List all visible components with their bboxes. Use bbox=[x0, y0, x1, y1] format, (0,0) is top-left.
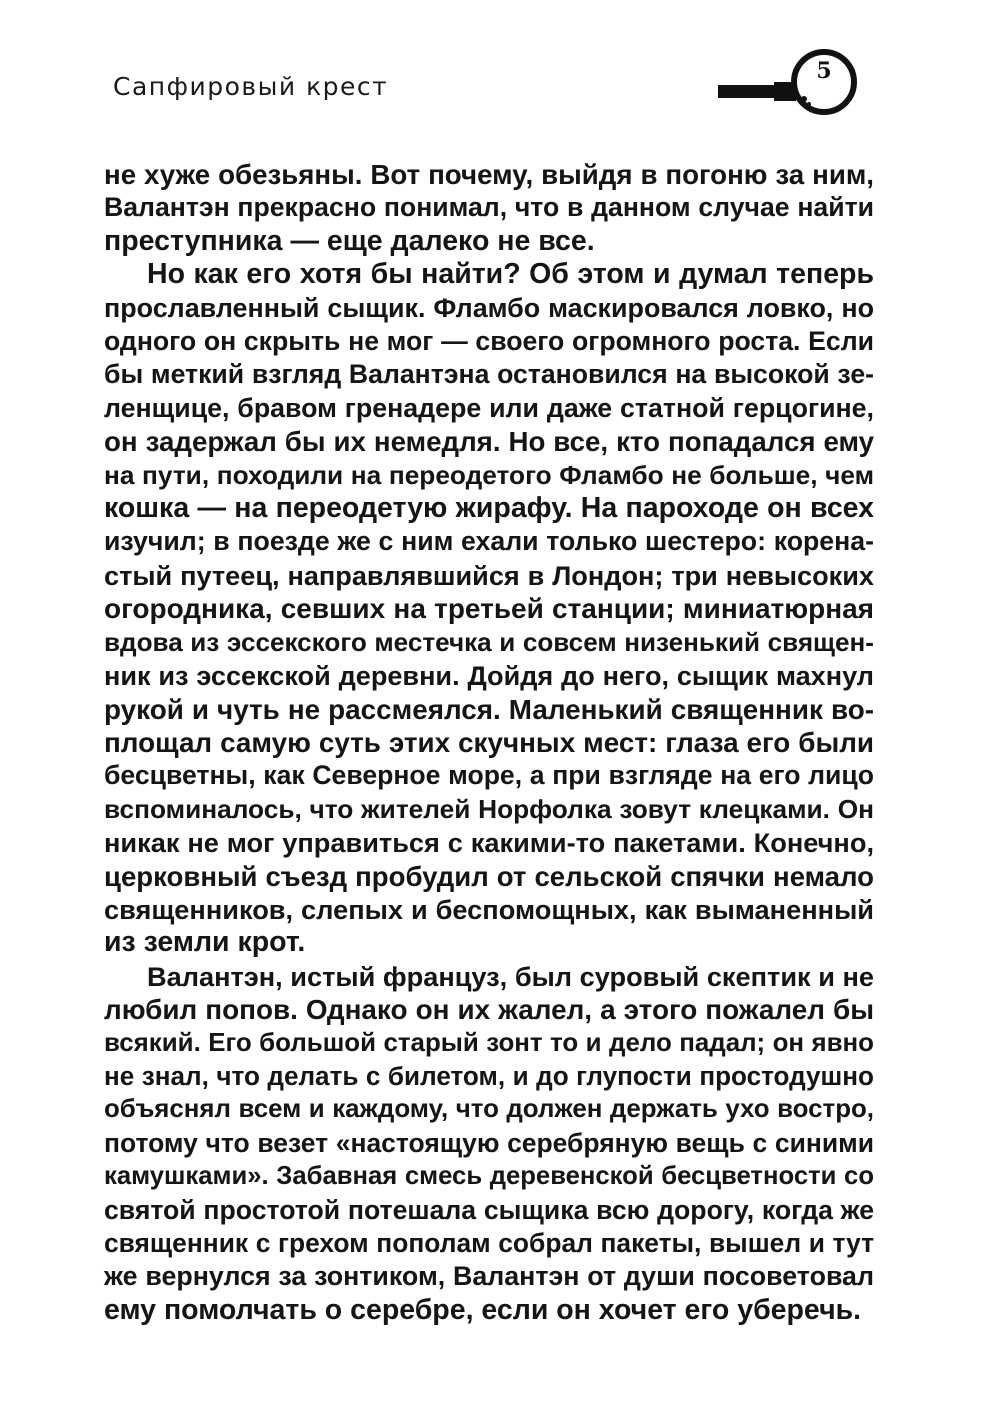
text-line: Но как его хотя бы найти? Об этом и думал теперь bbox=[147, 258, 874, 291]
body-text bbox=[104, 158, 874, 1327]
text-line: огородника, севших на третьей станции; миниатюрная bbox=[104, 593, 874, 625]
text-line: бесцветны, как Северное море, а при взгляде на его лицо bbox=[104, 760, 874, 791]
text-line: Валантэн, истый француз, был суровый скептик и не bbox=[147, 960, 874, 992]
text-line: Валантэн прекрасно понимал, что в данном случае найти bbox=[104, 192, 874, 223]
text-line: площал самую суть этих скучных мест: глаза его были bbox=[104, 726, 874, 758]
paragraph bbox=[104, 960, 874, 1327]
text-line: ему помолчать о серебре, если он хочет его уберечь. bbox=[104, 1293, 862, 1326]
text-line: он задержал бы их немедля. Но все, кто попадался ему bbox=[104, 426, 874, 458]
lens-glint bbox=[801, 96, 807, 102]
text-line: всякий. Его большой старый зонт то и дело падал; он явно bbox=[104, 1028, 874, 1057]
text-line: камушками». Забавная смесь деревенской бесцветности со bbox=[104, 1162, 874, 1191]
text-line: прославленный сыщик. Фламбо маскировался ловко, но bbox=[104, 292, 874, 323]
text-line: из земли крот. bbox=[104, 926, 306, 959]
text-line: ленщице, бравом гренадере или даже статной герцогине, bbox=[104, 392, 874, 423]
text-line: не хуже обезьяны. Вот почему, выйдя в погоню за ним, bbox=[104, 159, 874, 190]
text-line: не знал, что делать с билетом, и до глупости простодушно bbox=[104, 1060, 874, 1091]
text-line: на пути, походили на переодетого Фламбо не больше, чем bbox=[104, 459, 874, 490]
text-line: церковный съезд пробудил от сельской спячки немало bbox=[104, 860, 874, 892]
text-line: кошка — на переодетую жирафу. На пароходе он всех bbox=[104, 492, 874, 525]
text-line: объяснял всем и каждому, что должен держать ухо востро, bbox=[104, 1095, 874, 1124]
page-number: 5 bbox=[816, 58, 832, 84]
text-line: преступника — еще далеко не все. bbox=[104, 224, 595, 257]
magnifying-glass-icon bbox=[714, 44, 864, 124]
text-line: вспоминалось, что жителей Норфолка зовут клецками. Он bbox=[104, 793, 874, 824]
text-line: же вернулся за зонтиком, Валантэн от души посоветовал bbox=[104, 1261, 874, 1292]
text-line: рукой и чуть не рассмеялся. Маленький священник во- bbox=[104, 693, 874, 725]
text-line: ник из эссекской деревни. Дойдя до него, сыщик махнул bbox=[104, 660, 874, 692]
text-line: любил попов. Однако он их жалел, а этого пожалел бы bbox=[104, 994, 874, 1026]
text-line: бы меткий взгляд Валантэна остановился на высокой зе- bbox=[104, 359, 874, 390]
page-number-badge bbox=[714, 44, 864, 124]
paragraph bbox=[104, 158, 874, 258]
text-line: святой простотой потешала сыщика всю дорогу, когда же bbox=[104, 1194, 874, 1225]
text-line: священников, слепых и беспомощных, как выманенный bbox=[104, 893, 874, 925]
text-line: потому что везет «настоящую серебряную вещь с синими bbox=[104, 1127, 874, 1158]
paragraph bbox=[104, 258, 874, 960]
text-line: вдова из эссекского местечка и совсем низенький священ- bbox=[104, 626, 874, 657]
lens-glint bbox=[807, 102, 811, 106]
text-line: стый путеец, направлявшийся в Лондон; три невысоких bbox=[104, 559, 874, 591]
text-line: священник с грехом пополам собрал пакеты, вышел и тут bbox=[104, 1228, 874, 1258]
text-line: изучил; в поезде же с ним ехали только шестеро: корена- bbox=[104, 526, 874, 557]
running-title: Сапфировый крест bbox=[113, 72, 389, 101]
text-line: никак не мог управиться с какими-то пакетами. Конечно, bbox=[104, 827, 874, 859]
text-line: одного он скрыть не мог — своего огромного роста. Если bbox=[104, 326, 874, 357]
